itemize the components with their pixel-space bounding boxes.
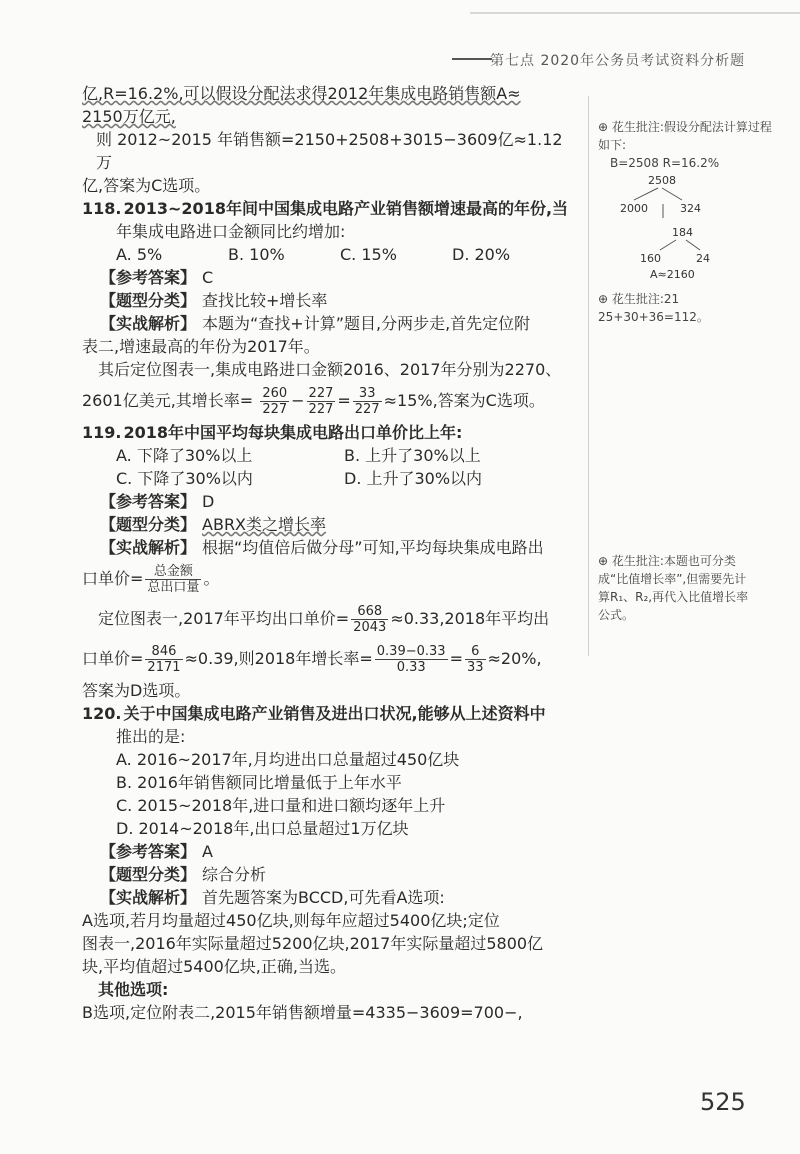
analysis-text: A选项,若月均量超过450亿块,则每年应超过5400亿块;定位	[82, 911, 500, 930]
margin-note-1: ⊕ 花生批注:假设分配法计算过程如下:	[598, 120, 772, 152]
analysis-text: 表二,增速最高的年份为2017年。	[82, 337, 320, 356]
fraction: $\frac{260}{227}$	[262, 386, 288, 417]
option-b: B. 上升了30%以上	[344, 446, 481, 465]
options-grid	[82, 444, 572, 490]
tree-branch	[662, 188, 682, 200]
question-stem: 118. 2013~2018年间中国集成电路产业销售额增速最高的年份,当	[82, 199, 569, 218]
main-column	[82, 82, 572, 1024]
option-a: A. 2016~2017年,月均进出口总量超过450亿块	[116, 750, 460, 769]
intro-line-1: 亿,R=16.2%,可以假设分配法求得2012年集成电路销售额A≈	[82, 84, 521, 103]
tree-right-2: 24	[696, 252, 710, 265]
option-c: C. 15%	[340, 245, 397, 264]
tree-mid: 184	[672, 226, 693, 239]
answer-line: 【参考答案】 C	[100, 268, 214, 287]
margin-note-3: ⊕ 花生批注:本题也可分类成“比值增长率”,但需要先计算R₁、R₂,再代入比值增长率公式。	[598, 554, 749, 622]
intro-line-3: 则 2012~2015 年销售额=2150+2508+3015−3609亿≈1.12 万	[96, 130, 563, 172]
margin-note-1-values: B=2508 R=16.2%	[610, 156, 720, 170]
analysis-formula: 定位图表一,2017年平均出口单价= $\frac{668}{2043}$ ≈0.33,2018年平均出	[98, 604, 550, 635]
type-line: 【题型分类】 综合分析	[100, 865, 267, 884]
note-icon: ⊕	[598, 292, 612, 306]
analysis-formula: 2601亿美元,其增长率= $\frac{260}{227}$ − $\frac{227}{227}$ = $\frac{33}{227}$ ≈15%,答案为C选项。	[82, 386, 545, 417]
analysis-text: B选项,定位附表二,2015年销售额增量=4335−3609=700−,	[82, 1003, 523, 1022]
fraction: $\frac{227}{227}$	[308, 386, 334, 417]
tree-result: A≈2160	[650, 268, 695, 280]
running-header: 第七点 2020年公务员考试资料分析题	[490, 53, 746, 69]
option-d: D. 上升了30%以内	[344, 469, 483, 488]
fraction: $\frac{668}{2043}$	[353, 604, 387, 635]
option-d: D. 20%	[452, 245, 511, 264]
analysis-formula: 口单价= $\frac{\text{总金额}}{\text{总出口量}}$ 。	[82, 564, 220, 595]
fraction: $\frac{846}{2171}$	[147, 644, 181, 675]
question-stem-cont: 推出的是:	[116, 727, 186, 746]
option-c: C. 下降了30%以内	[116, 469, 253, 488]
analysis-line: 【实战解析】 根据“均值倍后做分母”可知,平均每块集成电路出	[100, 538, 544, 557]
fraction: $\frac{6}{33}$	[466, 644, 484, 675]
analysis-text: 块,平均值超过5400亿块,正确,当选。	[82, 957, 346, 976]
question-stem-cont: 年集成电路进口金额同比约增加:	[116, 222, 346, 241]
intro-line-4: 亿,答案为C选项。	[82, 176, 211, 195]
option-a: A. 5%	[116, 245, 163, 264]
question-119	[82, 421, 572, 702]
option-b: B. 2016年销售额同比增量低于上年水平	[116, 773, 402, 792]
type-line: 【题型分类】 ABRX类之增长率	[100, 515, 327, 534]
analysis-text: 答案为D选项。	[82, 681, 191, 700]
margin-rule	[588, 96, 589, 656]
page-number: 525	[700, 1088, 746, 1116]
intro-line-2: 2150万亿元,	[82, 107, 176, 126]
note-icon: ⊕	[598, 554, 612, 568]
other-options-label: 其他选项:	[98, 980, 169, 999]
tree-left-2: 160	[640, 252, 661, 265]
option-c: C. 2015~2018年,进口量和进口额均逐年上升	[116, 796, 446, 815]
analysis-formula: 口单价= $\frac{846}{2171}$ ≈0.39,则2018年增长率= $\frac{0.39-0.33}{0.33}$ = $\frac{6}{33}$ ≈20%,	[82, 644, 542, 675]
tree-left-1: 2000	[620, 202, 648, 215]
tree-right-1: 324	[680, 202, 701, 215]
fraction: $\frac{\text{总金额}}{\text{总出口量}}$	[147, 564, 200, 595]
margin-note-2: ⊕ 花生批注:21 25+30+36=112。	[598, 292, 709, 324]
analysis-line: 【实战解析】 首先题答案为BCCD,可先看A选项:	[100, 888, 445, 907]
tree-branch	[660, 240, 676, 250]
tree-branch	[686, 240, 700, 250]
type-line: 【题型分类】 查找比较+增长率	[100, 291, 328, 310]
question-stem: 120. 关于中国集成电路产业销售及进出口状况,能够从上述资料中	[82, 704, 546, 723]
analysis-text: 图表一,2016年实际量超过5200亿块,2017年实际量超过5800亿	[82, 934, 544, 953]
note-icon: ⊕	[598, 120, 612, 134]
option-b: B. 10%	[228, 245, 285, 264]
answer-line: 【参考答案】 D	[100, 492, 215, 511]
question-stem: 119. 2018年中国平均每块集成电路出口单价比上年:	[82, 423, 463, 442]
fraction: $\frac{33}{227}$	[354, 386, 380, 417]
analysis-line: 【实战解析】 本题为“查找+计算”题目,分两步走,首先定位附	[100, 314, 531, 333]
analysis-text: 其后定位图表一,集成电路进口金额2016、2017年分别为2270、	[98, 360, 562, 379]
tree-branch	[634, 188, 658, 200]
question-118	[82, 197, 572, 421]
top-rule	[470, 12, 800, 14]
option-d: D. 2014~2018年,出口总量超过1万亿块	[116, 819, 409, 838]
options-row	[82, 243, 572, 266]
split-tree-diagram	[600, 170, 760, 280]
answer-line: 【参考答案】 A	[100, 842, 213, 861]
question-120	[82, 702, 572, 1024]
header-rule	[452, 58, 492, 60]
option-a: A. 下降了30%以上	[116, 446, 253, 465]
fraction: $\frac{0.39-0.33}{0.33}$	[376, 644, 446, 675]
tree-top: 2508	[648, 174, 676, 187]
